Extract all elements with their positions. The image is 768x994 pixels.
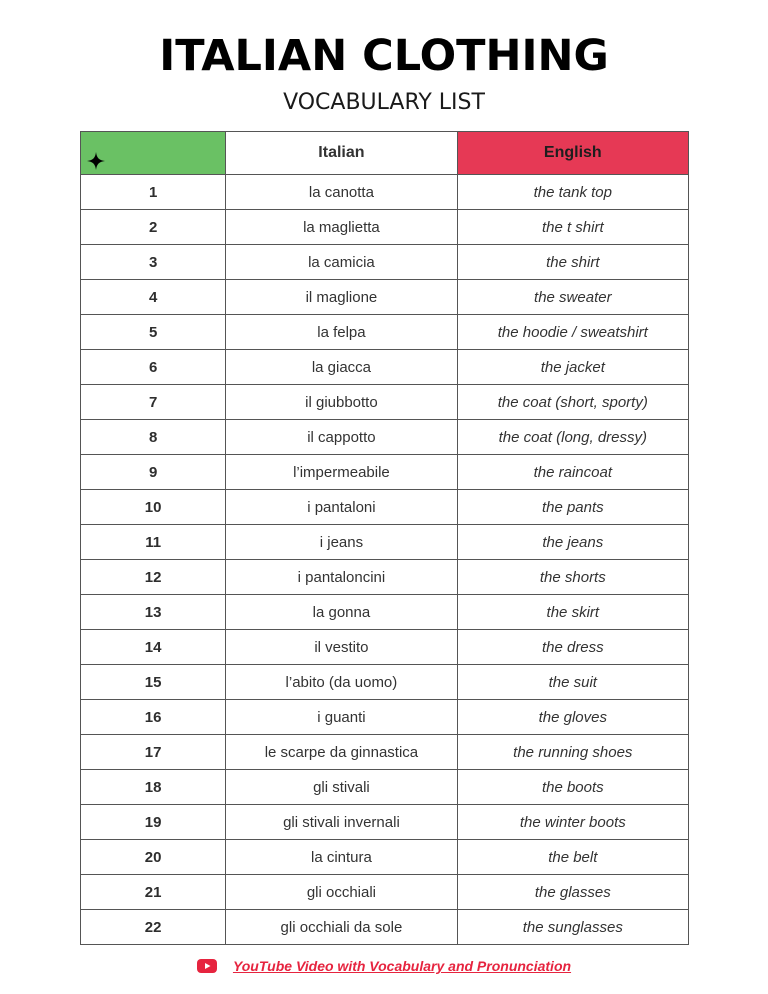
english-term: the belt (457, 840, 688, 875)
row-number: 13 (81, 595, 226, 630)
english-term: the jacket (457, 350, 688, 385)
row-number: 9 (81, 455, 226, 490)
italian-term: i pantaloncini (226, 560, 457, 595)
row-number: 18 (81, 770, 226, 805)
vocabulary-table (80, 131, 689, 945)
english-term: the sunglasses (457, 910, 688, 945)
row-number: 21 (81, 875, 226, 910)
table-row (81, 595, 689, 630)
english-term: the winter boots (457, 805, 688, 840)
table-row (81, 350, 689, 385)
table-row (81, 490, 689, 525)
italian-term: l’impermeabile (226, 455, 457, 490)
italian-term: la gonna (226, 595, 457, 630)
table-row (81, 525, 689, 560)
table-row (81, 735, 689, 770)
table-row (81, 910, 689, 945)
english-term: the dress (457, 630, 688, 665)
english-term: the glasses (457, 875, 688, 910)
english-term: the suit (457, 665, 688, 700)
header-cell-english: English (457, 132, 688, 175)
table-row (81, 455, 689, 490)
row-number: 3 (81, 245, 226, 280)
row-number: 12 (81, 560, 226, 595)
italian-term: le scarpe da ginnastica (226, 735, 457, 770)
youtube-icon[interactable] (197, 959, 217, 973)
row-number: 6 (81, 350, 226, 385)
italian-term: i jeans (226, 525, 457, 560)
english-term: the shorts (457, 560, 688, 595)
row-number: 17 (81, 735, 226, 770)
row-number: 8 (81, 420, 226, 455)
row-number: 16 (81, 700, 226, 735)
table-row (81, 770, 689, 805)
table-row (81, 175, 689, 210)
italian-term: gli occhiali da sole (226, 910, 457, 945)
italian-term: la camicia (226, 245, 457, 280)
italian-term: la maglietta (226, 210, 457, 245)
row-number: 2 (81, 210, 226, 245)
table-row (81, 245, 689, 280)
page-title: ITALIAN CLOTHING (159, 31, 609, 81)
english-term: the pants (457, 490, 688, 525)
italian-term: i guanti (226, 700, 457, 735)
italian-term: gli stivali invernali (226, 805, 457, 840)
table-row (81, 420, 689, 455)
italian-term: gli stivali (226, 770, 457, 805)
english-term: the skirt (457, 595, 688, 630)
footer (0, 958, 768, 974)
english-term: the t shirt (457, 210, 688, 245)
row-number: 5 (81, 315, 226, 350)
row-number: 19 (81, 805, 226, 840)
table-row (81, 630, 689, 665)
english-term: the running shoes (457, 735, 688, 770)
table-row (81, 385, 689, 420)
italian-term: gli occhiali (226, 875, 457, 910)
english-term: the hoodie / sweatshirt (457, 315, 688, 350)
header-cell-number (81, 132, 226, 175)
english-term: the sweater (457, 280, 688, 315)
english-term: the shirt (457, 245, 688, 280)
italian-term: i pantaloni (226, 490, 457, 525)
italian-term: la felpa (226, 315, 457, 350)
english-term: the coat (long, dressy) (457, 420, 688, 455)
table-row (81, 665, 689, 700)
english-term: the boots (457, 770, 688, 805)
italian-term: la giacca (226, 350, 457, 385)
row-number: 22 (81, 910, 226, 945)
table-row (81, 560, 689, 595)
sparkle-icon (86, 151, 106, 171)
english-term: the gloves (457, 700, 688, 735)
youtube-video-link[interactable]: YouTube Video with Vocabulary and Pronunciation (232, 958, 572, 974)
table-row (81, 210, 689, 245)
page-subtitle: VOCABULARY LIST (283, 90, 485, 115)
table-header-row (81, 132, 689, 175)
table-row (81, 315, 689, 350)
row-number: 14 (81, 630, 226, 665)
italian-term: l’abito (da uomo) (226, 665, 457, 700)
italian-term: il maglione (226, 280, 457, 315)
row-number: 15 (81, 665, 226, 700)
italian-term: la canotta (226, 175, 457, 210)
row-number: 11 (81, 525, 226, 560)
row-number: 10 (81, 490, 226, 525)
english-term: the coat (short, sporty) (457, 385, 688, 420)
english-term: the tank top (457, 175, 688, 210)
row-number: 4 (81, 280, 226, 315)
header-cell-italian: Italian (226, 132, 457, 175)
table-row (81, 875, 689, 910)
table-row (81, 805, 689, 840)
italian-term: il giubbotto (226, 385, 457, 420)
italian-term: il vestito (226, 630, 457, 665)
row-number: 7 (81, 385, 226, 420)
row-number: 1 (81, 175, 226, 210)
english-term: the jeans (457, 525, 688, 560)
english-term: the raincoat (457, 455, 688, 490)
table-row (81, 840, 689, 875)
italian-term: il cappotto (226, 420, 457, 455)
table-row (81, 280, 689, 315)
table-row (81, 700, 689, 735)
italian-term: la cintura (226, 840, 457, 875)
row-number: 20 (81, 840, 226, 875)
